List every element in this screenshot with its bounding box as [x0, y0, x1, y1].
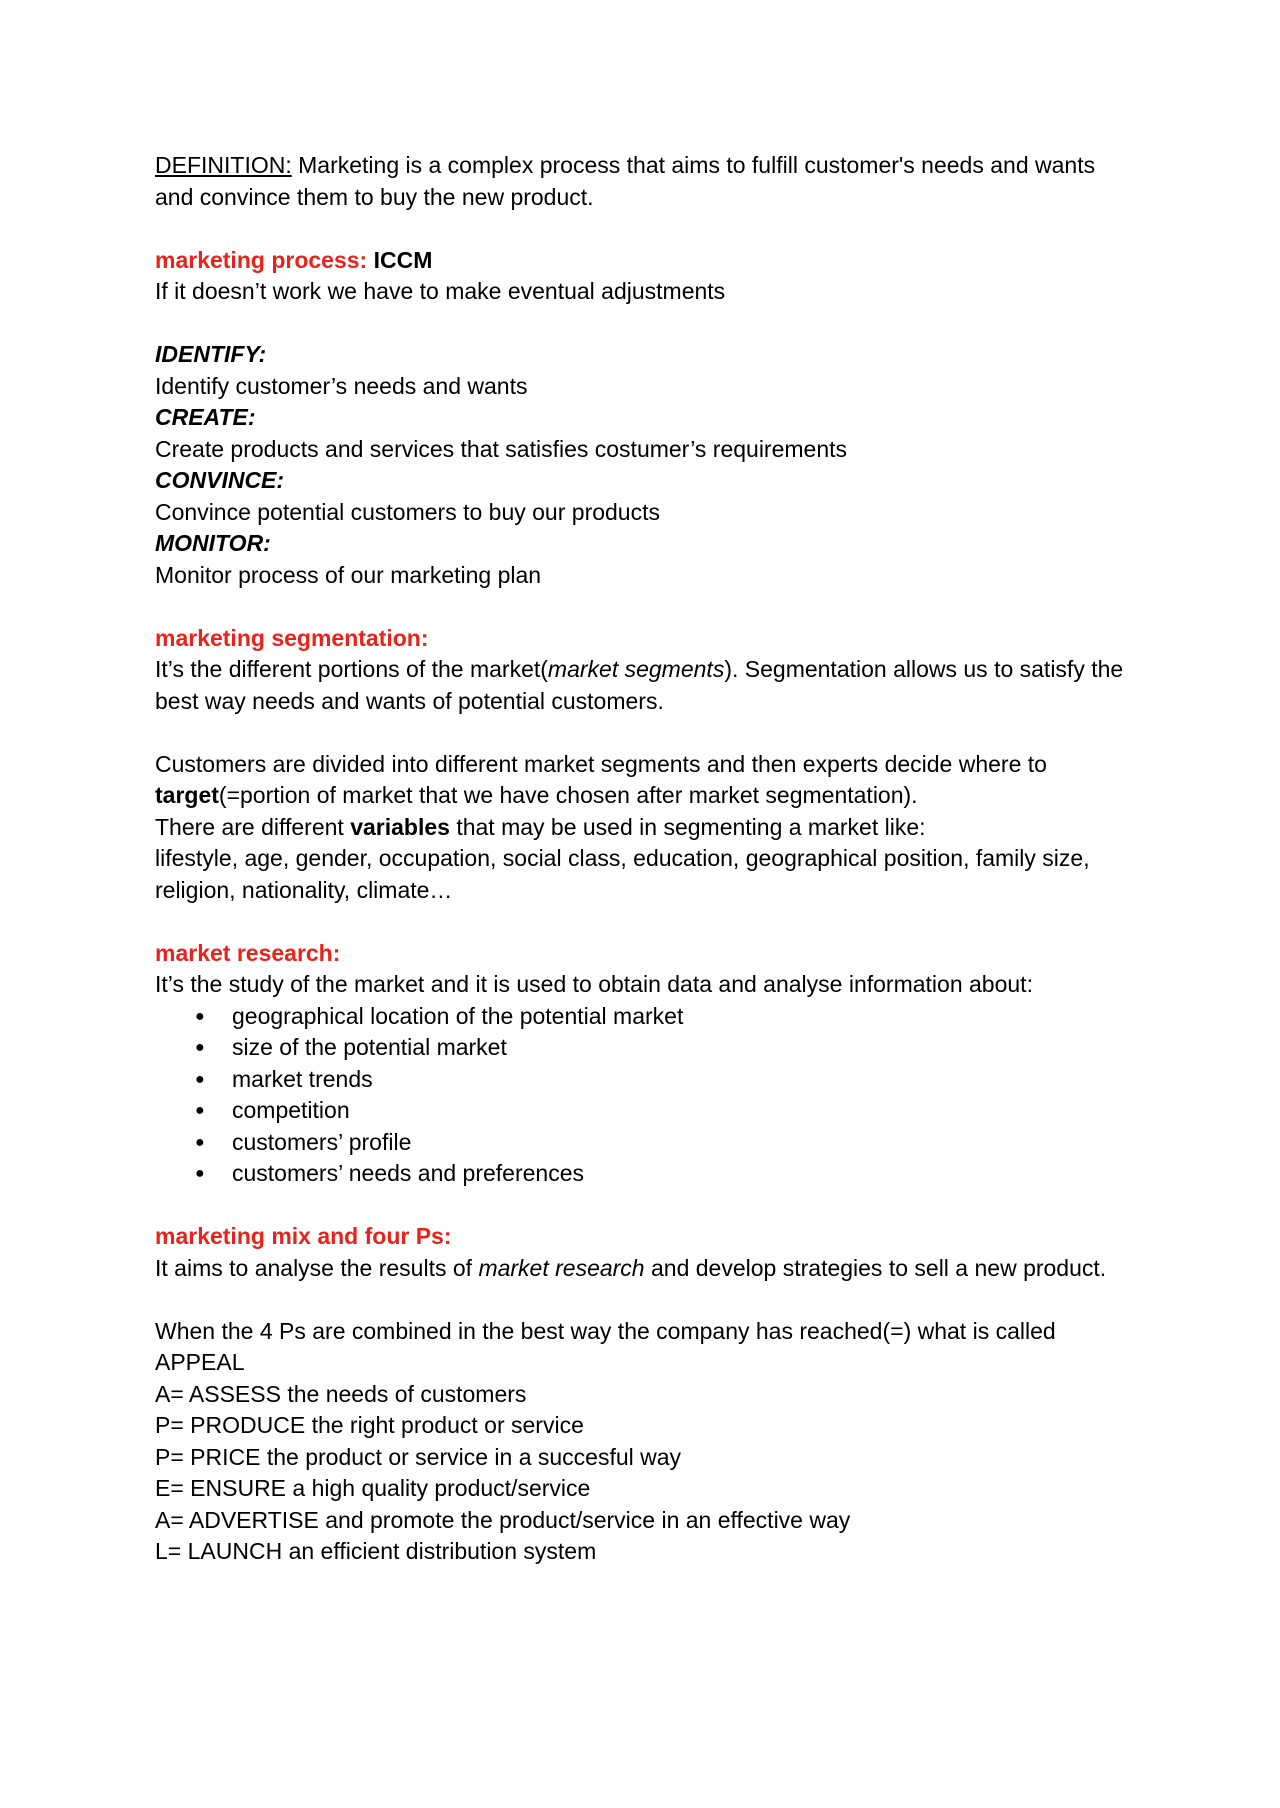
- list-item: [195, 1158, 1135, 1190]
- research-heading: market research:: [155, 939, 341, 966]
- list-item: [195, 1127, 1135, 1159]
- bullet-icon: ●: [195, 1102, 205, 1119]
- list-item-text: customers’ needs and preferences: [232, 1160, 585, 1186]
- appeal-line: P= PRICE the product or service in a succesful way: [155, 1443, 682, 1470]
- segmentation-p1-text-b: ). Segmentation allows us to satisfy the best way needs and wants of potential customers.: [155, 656, 1124, 714]
- step-monitor-text: Monitor process of our marketing plan: [155, 561, 542, 588]
- bullet-icon: ●: [195, 1070, 205, 1088]
- bullet-icon: ●: [195, 1039, 205, 1056]
- appeal-line: L= LAUNCH an efficient distribution system: [155, 1538, 597, 1564]
- mix-p1-text-a: It aims to analyse the results of: [155, 1254, 479, 1281]
- document-page: [155, 150, 1135, 1568]
- step-identify-text: Identify customer’s needs and wants: [155, 372, 528, 399]
- definition-paragraph: [155, 150, 1135, 213]
- bullet-icon: ●: [195, 1133, 205, 1151]
- appeal-line: A= ASSESS the needs of customers: [155, 1380, 527, 1407]
- segmentation-paragraph-2: [155, 749, 1135, 812]
- step-identify-title: IDENTIFY:: [155, 341, 267, 367]
- step-convince-title: CONVINCE:: [155, 467, 285, 493]
- definition-text: Marketing is a complex process that aims to fulfill customer's needs and wants and convince them to buy the new product.: [155, 152, 1096, 210]
- list-item-text: competition: [232, 1097, 350, 1123]
- appeal-line: A= ADVERTISE and promote the product/service in an effective way: [155, 1506, 851, 1533]
- segmentation-paragraph-3: [155, 812, 1135, 844]
- process-heading-label: marketing process:: [155, 246, 368, 273]
- definition-label: DEFINITION:: [155, 152, 292, 178]
- list-item-text: size of the potential market: [232, 1034, 507, 1060]
- list-item-text: customers’ profile: [232, 1128, 412, 1155]
- segmentation-p3-text-a: There are different: [155, 813, 351, 840]
- list-item-text: geographical location of the potential market: [232, 1002, 684, 1029]
- appeal-line: E= ENSURE a high quality product/service: [155, 1475, 591, 1501]
- process-heading: [155, 245, 1135, 277]
- segmentation-heading: marketing segmentation:: [155, 624, 429, 651]
- step-create-text: Create products and services that satisfies costumer’s requirements: [155, 435, 848, 462]
- appeal-line: P= PRODUCE the right product or service: [155, 1412, 584, 1438]
- mix-p1-italic: market research: [478, 1254, 645, 1281]
- segmentation-p3-bold: variables: [350, 813, 450, 840]
- segmentation-p2-text-a: Customers are divided into different market segments and then experts decide where to: [155, 750, 1047, 777]
- segmentation-p1-text-a: It’s the different portions of the market(: [155, 656, 548, 682]
- bullet-icon: ●: [195, 1165, 205, 1182]
- research-list: [155, 1001, 1135, 1190]
- mix-heading: marketing mix and four Ps:: [155, 1223, 452, 1249]
- segmentation-p2-bold: target: [155, 782, 219, 808]
- mix-paragraph-2: When the 4 Ps are combined in the best way the company has reached(=) what is called APPEAL: [155, 1317, 1056, 1375]
- segmentation-p3-text-b: that may be used in segmenting a market like:: [449, 813, 926, 840]
- list-item: [195, 1001, 1135, 1033]
- research-intro: It’s the study of the market and it is used to obtain data and analyse information about:: [155, 971, 1033, 997]
- segmentation-p2-text-b: (=portion of market that we have chosen after market segmentation).: [218, 782, 918, 808]
- mix-paragraph-1: [155, 1253, 1135, 1285]
- segmentation-p1-italic: market segments: [547, 656, 725, 682]
- list-item: [195, 1032, 1135, 1064]
- list-item-text: market trends: [232, 1065, 373, 1092]
- step-monitor-title: MONITOR:: [155, 530, 271, 556]
- step-create-title: CREATE:: [155, 404, 256, 430]
- process-acronym: ICCM: [367, 246, 433, 273]
- segmentation-paragraph-4: lifestyle, age, gender, occupation, social class, education, geographical position, family size, religion, nationality, climate…: [155, 845, 1090, 903]
- step-convince-text: Convince potential customers to buy our products: [155, 498, 660, 525]
- mix-p1-text-b: and develop strategies to sell a new product.: [644, 1254, 1107, 1281]
- list-item: [195, 1095, 1135, 1127]
- list-item: [195, 1064, 1135, 1096]
- segmentation-paragraph-1: [155, 654, 1135, 717]
- process-note: If it doesn’t work we have to make eventual adjustments: [155, 278, 726, 304]
- bullet-icon: ●: [195, 1007, 205, 1025]
